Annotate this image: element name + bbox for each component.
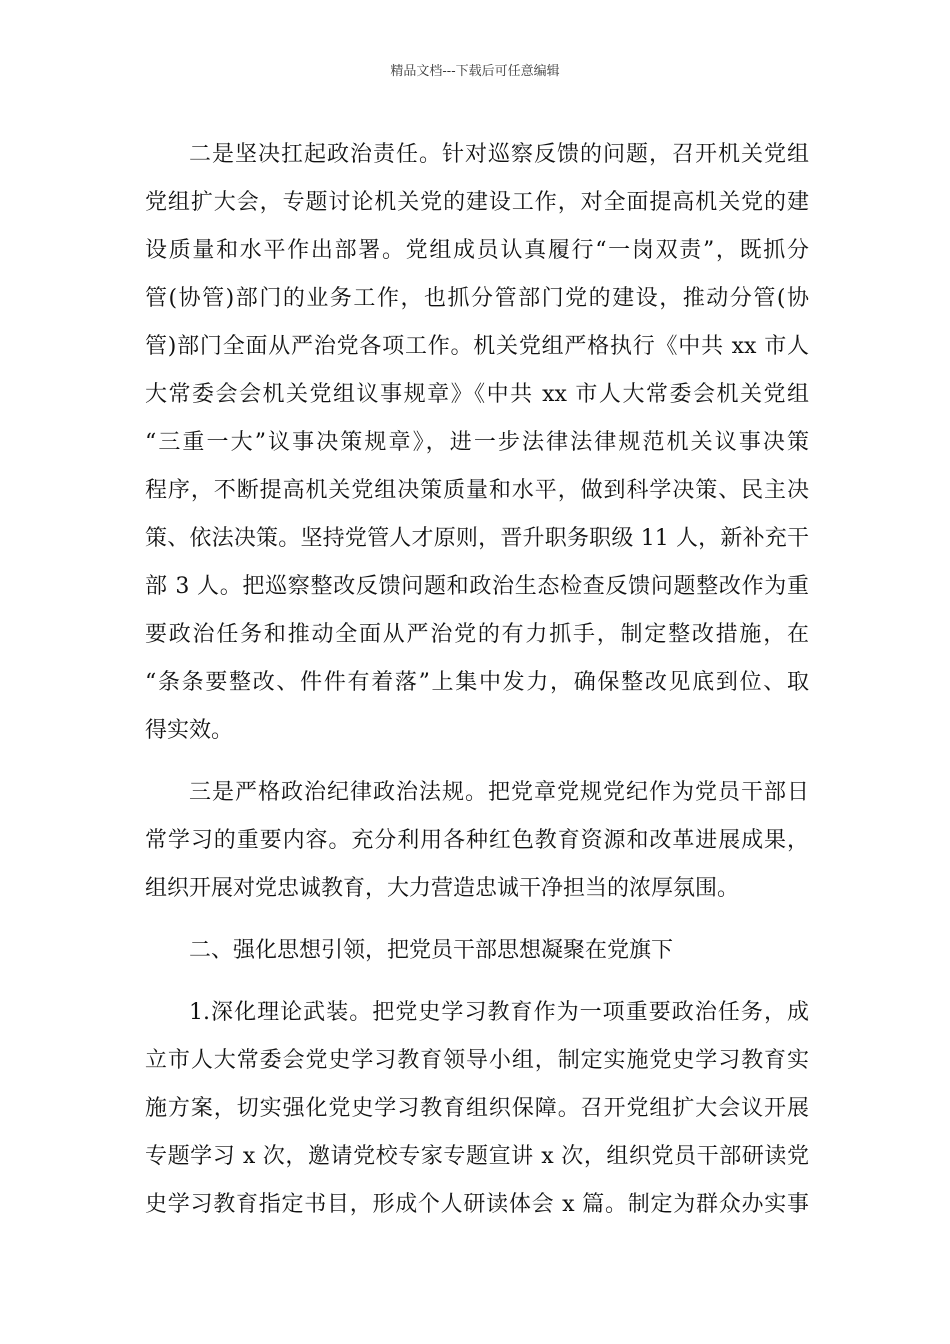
paragraph-line: 管)部门全面从严治党各项工作。机关党组严格执行《中共 xx 市人 xyxy=(145,334,809,359)
paragraph-political-responsibility xyxy=(145,131,809,755)
page-header: 精品文档---下载后可任意编辑 xyxy=(390,64,560,79)
paragraph-line: 专题学习 x 次，邀请党校专家专题宣讲 x 次，组织党员干部研读党 xyxy=(145,1144,809,1169)
section-heading xyxy=(145,927,809,975)
paragraph-line: 组织开展对党忠诚教育，大力营造忠诚干净担当的浓厚氛围。 xyxy=(145,876,740,901)
section-heading-text: 二、强化思想引领，把党员干部思想凝聚在党旗下 xyxy=(189,938,674,963)
paragraph-gap xyxy=(145,755,809,769)
paragraph-gap xyxy=(145,975,809,989)
paragraph-line: 1.深化理论武装。把党史学习教育作为一项重要政治任务，成 xyxy=(189,1000,809,1025)
paragraph-line: 史学习教育指定书目，形成个人研读体会 x 篇。制定为群众办实事 xyxy=(145,1192,809,1217)
paragraph-line: 施方案，切实强化党史学习教育组织保障。召开党组扩大会议开展 xyxy=(145,1096,809,1121)
paragraph-line: “三重一大”议事决策规章》，进一步法律法律规范机关议事决策 xyxy=(145,430,809,455)
document-body xyxy=(145,131,809,1229)
paragraph-line: 三是严格政治纪律政治法规。把党章党规党纪作为党员干部日 xyxy=(189,780,809,805)
paragraph-theory-study xyxy=(145,989,809,1229)
paragraph-line: 要政治任务和推动全面从严治党的有力抓手，制定整改措施，在 xyxy=(145,622,809,647)
paragraph-line: 部 3 人。把巡察整改反馈问题和政治生态检查反馈问题整改作为重 xyxy=(145,574,809,599)
paragraph-political-discipline xyxy=(145,769,809,913)
paragraph-line: 程序，不断提高机关党组决策质量和水平，做到科学决策、民主决 xyxy=(145,478,809,503)
paragraph-line: 立市人大常委会党史学习教育领导小组，制定实施党史学习教育实 xyxy=(145,1048,809,1073)
paragraph-gap xyxy=(145,913,809,927)
paragraph-line: 策、依法决策。坚持党管人才原则，晋升职务职级 11 人，新补充干 xyxy=(145,526,809,551)
paragraph-line: 二是坚决扛起政治责任。针对巡察反馈的问题，召开机关党组 xyxy=(189,142,809,167)
paragraph-line: 管(协管)部门的业务工作，也抓分管部门党的建设，推动分管(协 xyxy=(145,286,809,311)
paragraph-line: 党组扩大会，专题讨论机关党的建设工作，对全面提高机关党的建 xyxy=(145,190,809,215)
paragraph-line: “条条要整改、件件有着落”上集中发力，确保整改见底到位、取 xyxy=(145,670,809,695)
paragraph-line: 设质量和水平作出部署。党组成员认真履行“一岗双责”，既抓分 xyxy=(145,238,809,263)
paragraph-line: 大常委会会机关党组议事规章》《中共 xx 市人大常委会机关党组 xyxy=(145,382,809,407)
paragraph-line: 得实效。 xyxy=(145,718,234,743)
paragraph-line: 常学习的重要内容。充分利用各种红色教育资源和改革进展成果， xyxy=(145,828,809,853)
